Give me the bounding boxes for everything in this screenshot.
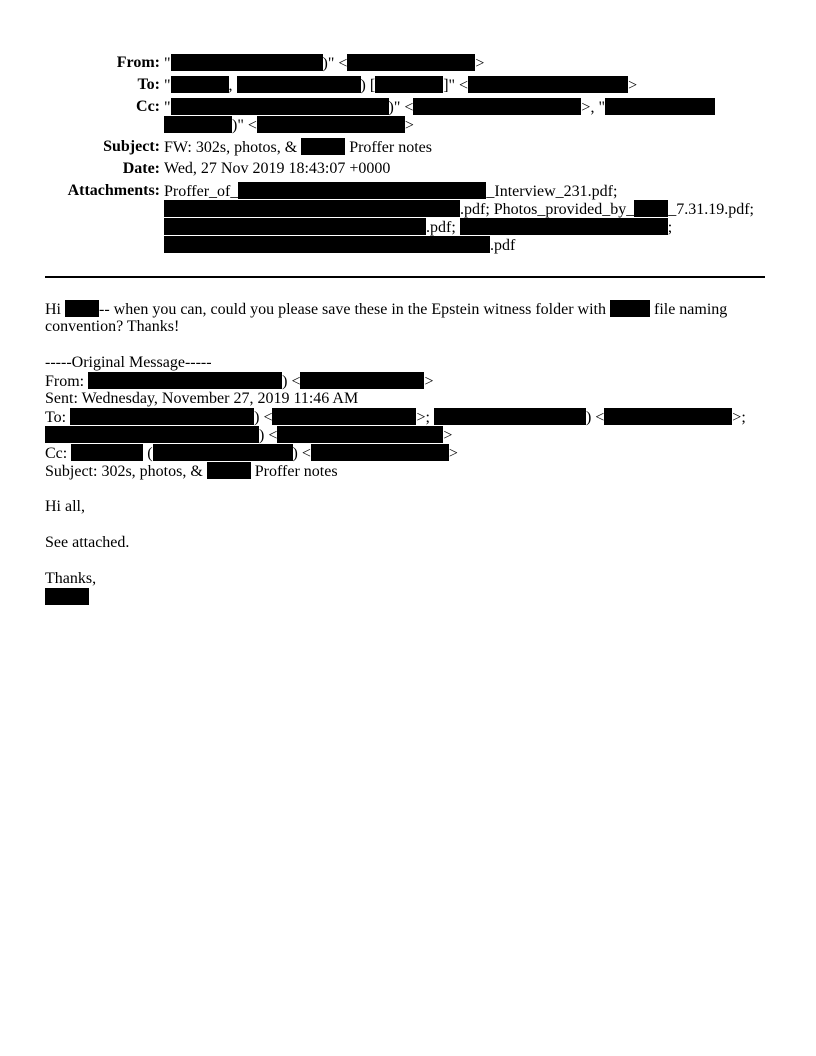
to-label: To: — [137, 76, 160, 93]
original-thanks: Thanks, — [45, 570, 97, 587]
redaction — [164, 116, 232, 133]
date-label: Date: — [122, 160, 160, 177]
redaction — [610, 300, 650, 317]
redaction — [272, 408, 416, 425]
attachments-label: Attachments: — [67, 182, 160, 199]
redaction — [468, 76, 628, 93]
redaction — [171, 76, 229, 93]
redaction — [171, 98, 389, 115]
subject-label: Subject: — [103, 138, 160, 155]
signature-redaction — [45, 588, 89, 606]
redaction — [238, 182, 486, 199]
redaction — [171, 54, 323, 71]
redaction — [153, 444, 293, 461]
original-greeting: Hi all, — [45, 498, 85, 515]
redaction — [375, 76, 443, 93]
redaction — [604, 408, 732, 425]
cc-value-line2: )" < > — [164, 116, 414, 134]
from-value: " )" < > — [164, 55, 485, 72]
to-value: " , ) [ ]" < > — [164, 77, 638, 94]
date-value: Wed, 27 Nov 2019 18:43:07 +0000 — [164, 160, 391, 177]
redaction — [45, 588, 89, 605]
original-to-line2: ) < > — [45, 426, 452, 444]
redaction — [605, 98, 715, 115]
redaction — [65, 300, 99, 317]
from-label: From: — [116, 54, 160, 71]
redaction — [70, 408, 254, 425]
redaction — [88, 372, 282, 389]
redaction — [207, 462, 251, 479]
divider — [45, 276, 765, 278]
attachment-line-1: Proffer_of_ _Interview_231.pdf; — [164, 183, 618, 200]
redaction — [257, 116, 405, 133]
redaction — [347, 54, 475, 71]
redaction — [634, 200, 668, 217]
redaction — [164, 218, 426, 235]
redaction — [277, 426, 443, 443]
original-subject: Subject: 302s, photos, & Proffer notes — [45, 463, 338, 480]
original-see-attached: See attached. — [45, 534, 130, 551]
cc-label: Cc: — [136, 98, 160, 115]
original-separator: -----Original Message----- — [45, 354, 212, 371]
redaction — [237, 76, 361, 93]
redaction — [71, 444, 143, 461]
attachment-line-4: .pdf — [164, 236, 515, 254]
redaction — [434, 408, 586, 425]
redaction — [301, 138, 345, 155]
original-sent: Sent: Wednesday, November 27, 2019 11:46 AM — [45, 390, 359, 407]
redaction — [300, 372, 424, 389]
attachment-line-2: .pdf; Photos_provided_by_ _7.31.19.pdf; — [164, 200, 754, 218]
body-line-2: convention? Thanks! — [45, 318, 180, 335]
body-line-1: Hi -- when you can, could you please save these in the Epstein witness folder with file naming — [45, 301, 728, 318]
cc-value-line1: " )" < >, " — [164, 98, 715, 116]
redaction — [45, 426, 259, 443]
original-to-line1: To: ) < >; ) < >; — [45, 409, 746, 426]
redaction — [311, 444, 449, 461]
redaction — [413, 98, 581, 115]
attachment-line-3: .pdf; ; — [164, 218, 672, 236]
redaction — [164, 200, 460, 217]
subject-value: FW: 302s, photos, & Proffer notes — [164, 139, 432, 156]
original-from: From: ) < > — [45, 373, 434, 390]
redaction — [460, 218, 668, 235]
original-cc: Cc: ( ) < > — [45, 445, 458, 462]
redaction — [164, 236, 490, 253]
